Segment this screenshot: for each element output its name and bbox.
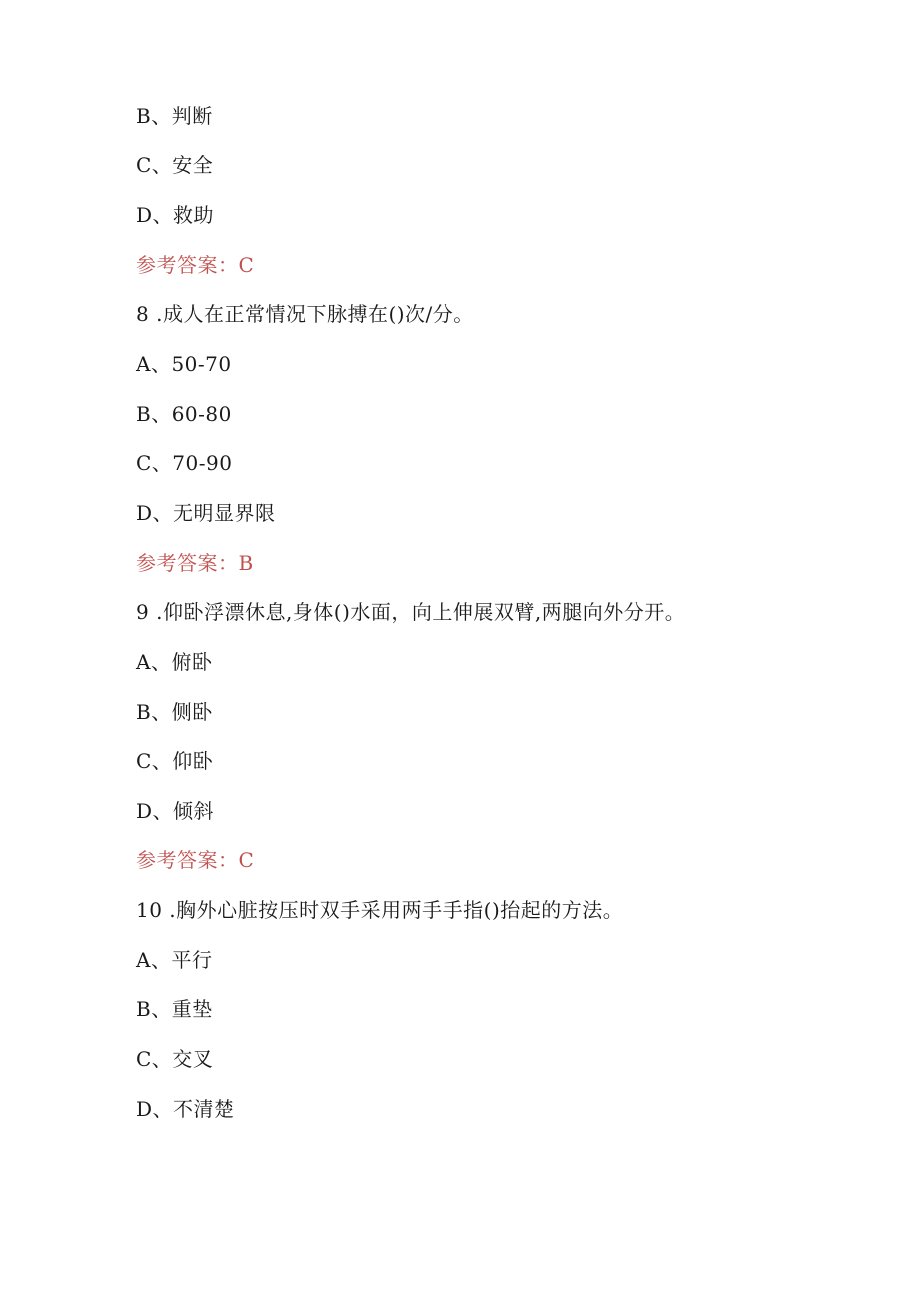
- q8-stem: 8 .成人在正常情况下脉搏在()次/分。: [136, 302, 474, 326]
- q8-answer: 参考答案：B: [136, 551, 254, 575]
- q7-option-b: B、判断: [136, 104, 213, 128]
- q8-option-a: A、50-70: [136, 352, 232, 376]
- q8-option-b: B、60-80: [136, 402, 232, 426]
- q9-option-b: B、侧卧: [136, 700, 213, 724]
- q7-option-d: D、救助: [136, 203, 215, 227]
- q9-stem: 9 .仰卧浮漂休息,身体()水面，向上伸展双臂,两腿向外分开。: [136, 600, 686, 624]
- q8-option-c: C、70-90: [136, 451, 233, 475]
- q7-answer: 参考答案：C: [136, 253, 255, 277]
- q10-option-b: B、重垫: [136, 997, 213, 1021]
- q9-option-a: A、俯卧: [136, 650, 213, 674]
- q10-stem: 10 .胸外心脏按压时双手采用两手手指()抬起的方法。: [136, 898, 624, 922]
- q10-option-a: A、平行: [136, 948, 213, 972]
- q10-option-d: D、不清楚: [136, 1097, 235, 1121]
- q9-option-c: C、仰卧: [136, 749, 214, 773]
- q8-option-d: D、无明显界限: [136, 501, 276, 525]
- q7-option-c: C、安全: [136, 153, 214, 177]
- q9-answer: 参考答案：C: [136, 848, 255, 872]
- q10-option-c: C、交叉: [136, 1047, 214, 1071]
- q9-option-d: D、倾斜: [136, 799, 215, 823]
